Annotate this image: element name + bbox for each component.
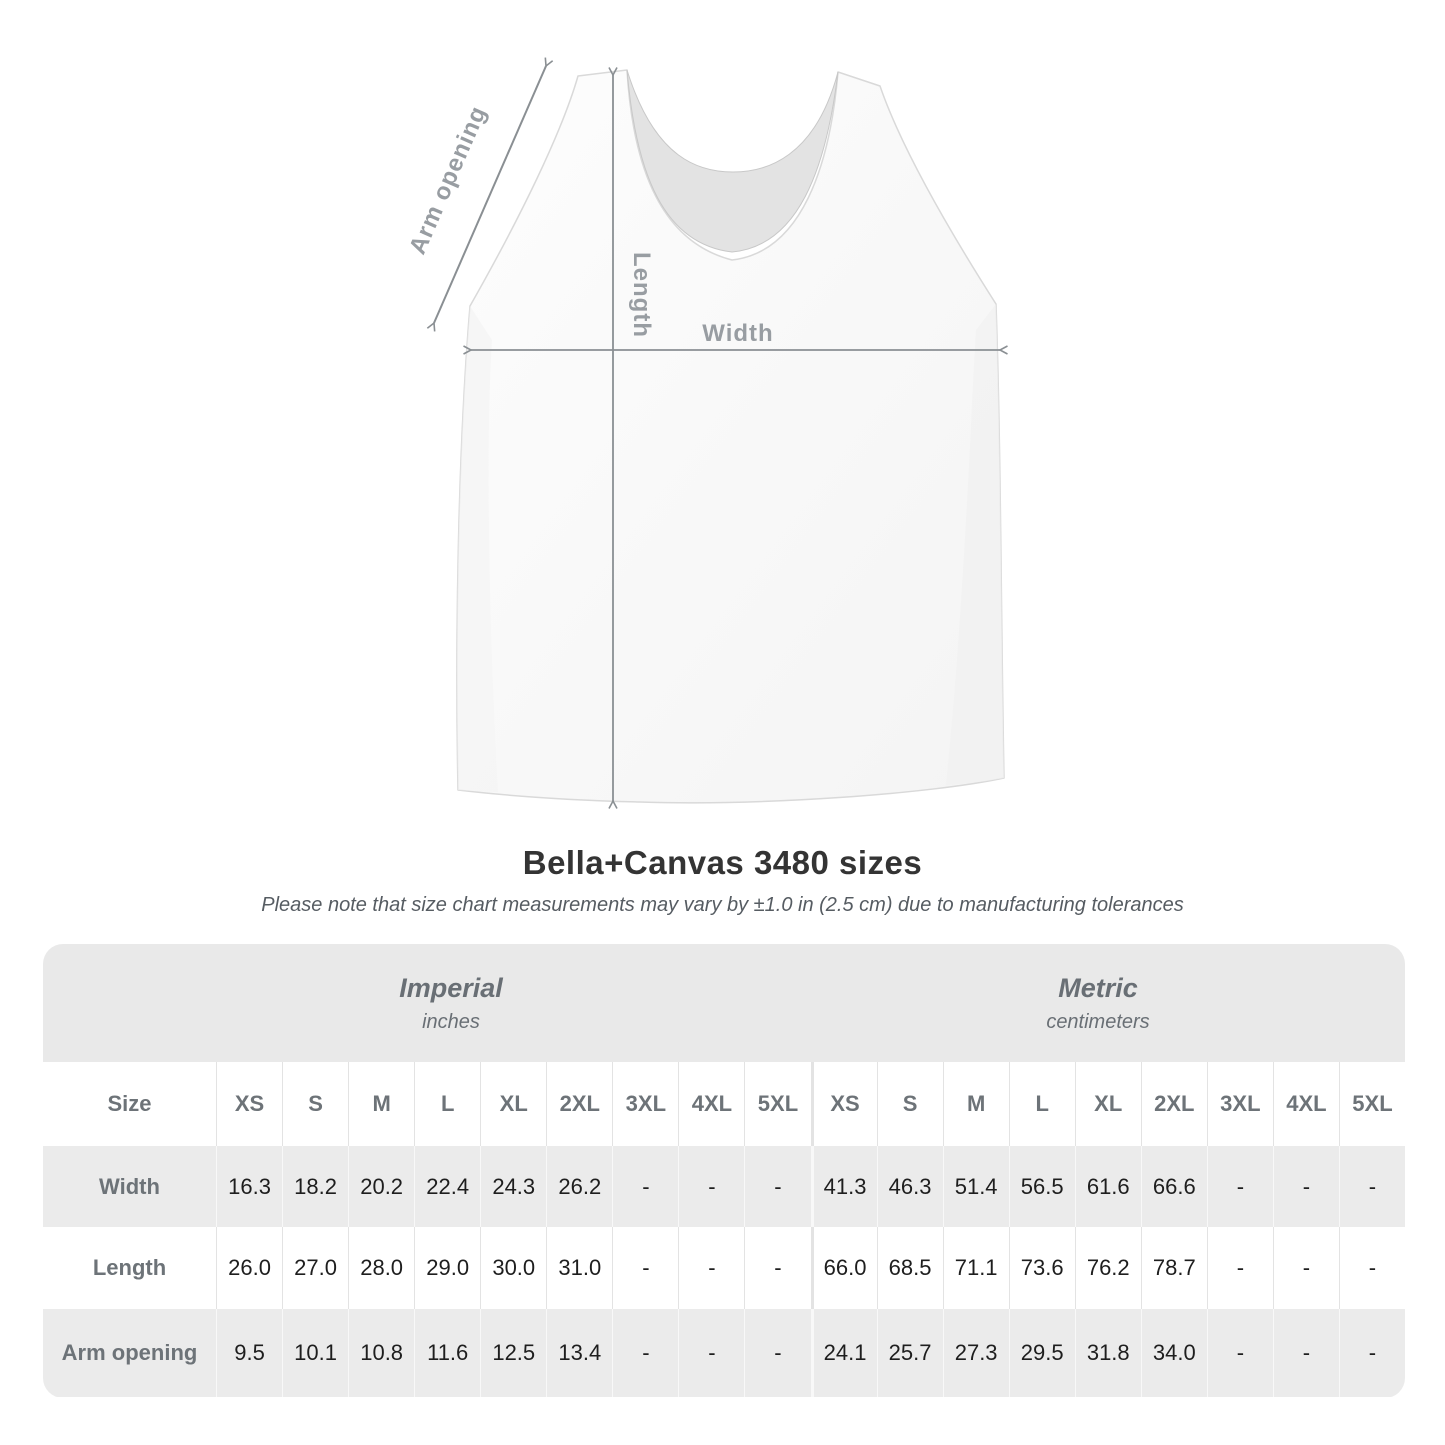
table-cell: 26.0 — [216, 1227, 282, 1309]
table-cell: 46.3 — [877, 1146, 943, 1227]
table-cell: - — [612, 1309, 678, 1397]
table-cell: 18.2 — [282, 1146, 348, 1227]
row-label-length: Length — [92, 1255, 167, 1280]
size-header-metric: L — [1009, 1062, 1075, 1146]
table-cell: 26.2 — [546, 1146, 612, 1227]
table-cell: 25.7 — [877, 1309, 943, 1397]
arm-opening-label: Arm opening — [404, 101, 493, 259]
table-cell: - — [1273, 1227, 1339, 1309]
table-cell: - — [678, 1227, 744, 1309]
size-header-metric: XL — [1075, 1062, 1141, 1146]
table-cell: 10.8 — [348, 1309, 414, 1397]
table-cell: 66.0 — [811, 1227, 877, 1309]
size-header-imperial: M — [348, 1062, 414, 1146]
table-cell: - — [678, 1309, 744, 1397]
size-header-imperial: S — [282, 1062, 348, 1146]
table-cell: 76.2 — [1075, 1227, 1141, 1309]
table-cell: 13.4 — [546, 1309, 612, 1397]
imperial-section-header — [399, 944, 503, 1062]
table-cell: 56.5 — [1009, 1146, 1075, 1227]
tank-top-diagram — [380, 40, 1060, 840]
table-cell: 10.1 — [282, 1309, 348, 1397]
table-cell: - — [744, 1146, 810, 1227]
table-cell: 29.5 — [1009, 1309, 1075, 1397]
metric-label: Metric — [1058, 972, 1138, 1003]
table-cell: 12.5 — [480, 1309, 546, 1397]
unit-section-band — [43, 944, 1405, 1062]
table-cell: - — [1273, 1146, 1339, 1227]
table-cell: - — [1207, 1146, 1273, 1227]
table-cell: 22.4 — [414, 1146, 480, 1227]
metric-section-header — [1046, 944, 1149, 1062]
size-header-imperial: 3XL — [612, 1062, 678, 1146]
table-cell: 24.1 — [811, 1309, 877, 1397]
table-cell: 31.8 — [1075, 1309, 1141, 1397]
table-cell: - — [612, 1146, 678, 1227]
imperial-unit: inches — [422, 1010, 480, 1033]
table-cell: - — [1339, 1309, 1405, 1397]
size-header-metric: 2XL — [1141, 1062, 1207, 1146]
size-table — [43, 944, 1405, 1398]
table-cell: 27.3 — [943, 1309, 1009, 1397]
table-cell: 68.5 — [877, 1227, 943, 1309]
table-cell: 73.6 — [1009, 1227, 1075, 1309]
size-header-metric: XS — [811, 1062, 877, 1146]
size-column-header: Size — [107, 1091, 152, 1116]
row-label-width: Width — [43, 1146, 216, 1227]
page-title: Bella+Canvas 3480 sizes — [522, 844, 923, 881]
table-cell: 61.6 — [1075, 1146, 1141, 1227]
size-header-imperial: L — [414, 1062, 480, 1146]
size-header-metric: 4XL — [1273, 1062, 1339, 1146]
size-header-imperial: XL — [480, 1062, 546, 1146]
size-header-metric: 5XL — [1339, 1062, 1405, 1146]
table-cell: - — [1339, 1227, 1405, 1309]
table-cell: - — [744, 1309, 810, 1397]
tolerance-note: Please note that size chart measurements may vary by ±1.0 in (2.5 cm) due to manufacturing tolerances — [261, 894, 1184, 916]
table-cell: 66.6 — [1141, 1146, 1207, 1227]
size-header-metric: S — [877, 1062, 943, 1146]
size-header-imperial: 5XL — [744, 1062, 810, 1146]
table-cell: - — [678, 1146, 744, 1227]
table-cell: 34.0 — [1141, 1309, 1207, 1397]
size-header-imperial: XS — [216, 1062, 282, 1146]
size-header-imperial: 4XL — [678, 1062, 744, 1146]
table-cell: - — [1273, 1309, 1339, 1397]
table-cell: - — [744, 1227, 810, 1309]
size-header-metric: M — [943, 1062, 1009, 1146]
table-cell: 20.2 — [348, 1146, 414, 1227]
table-cell: 28.0 — [348, 1227, 414, 1309]
size-header-imperial: 2XL — [546, 1062, 612, 1146]
size-header-metric: 3XL — [1207, 1062, 1273, 1146]
table-cell: 16.3 — [216, 1146, 282, 1227]
table-cell: 41.3 — [811, 1146, 877, 1227]
table-cell: - — [612, 1227, 678, 1309]
table-cell: 31.0 — [546, 1227, 612, 1309]
row-label-arm-opening: Arm opening — [43, 1309, 216, 1397]
size-grid — [43, 1062, 1405, 1398]
metric-unit: centimeters — [1046, 1010, 1150, 1033]
width-label: Width — [702, 320, 774, 347]
table-cell: 29.0 — [414, 1227, 480, 1309]
table-cell: - — [1207, 1309, 1273, 1397]
table-cell: 24.3 — [480, 1146, 546, 1227]
table-cell: 51.4 — [943, 1146, 1009, 1227]
length-label: Length — [628, 252, 655, 338]
table-cell: 78.7 — [1141, 1227, 1207, 1309]
table-cell: 27.0 — [282, 1227, 348, 1309]
table-cell: - — [1339, 1146, 1405, 1227]
table-cell: 71.1 — [943, 1227, 1009, 1309]
table-cell: 30.0 — [480, 1227, 546, 1309]
table-cell: 9.5 — [216, 1309, 282, 1397]
table-cell: 11.6 — [414, 1309, 480, 1397]
table-cell: - — [1207, 1227, 1273, 1309]
imperial-label: Imperial — [399, 972, 503, 1003]
